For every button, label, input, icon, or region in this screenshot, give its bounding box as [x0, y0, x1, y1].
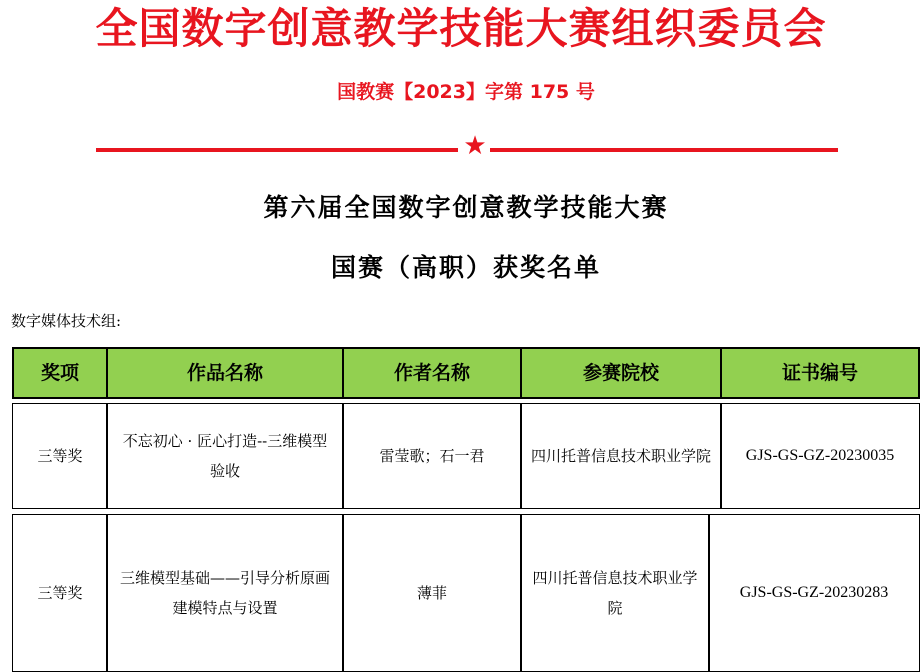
table-row-1-school: 四川托普信息技术职业学院	[520, 403, 722, 509]
table-row-2-cert: GJS-GS-GZ-20230283	[708, 514, 920, 672]
table-row-1-cert: GJS-GS-GZ-20230035	[720, 403, 920, 509]
divider-left	[96, 148, 458, 152]
table-row-1-work: 不忘初心 · 匠心打造--三维模型验收	[106, 403, 344, 509]
star-icon: ★	[463, 131, 487, 161]
column-header-cert: 证书编号	[720, 347, 920, 399]
table-row-2-authors: 薄菲	[342, 514, 522, 672]
table-row-2-work: 三维模型基础——引导分析原画建模特点与设置	[106, 514, 344, 672]
table-row-2-school: 四川托普信息技术职业学院	[520, 514, 710, 672]
document-number: 国教赛【2023】字第 175 号	[337, 81, 595, 103]
column-header-award: 奖项	[12, 347, 108, 399]
table-row-2-award: 三等奖	[12, 514, 108, 672]
column-header-authors: 作者名称	[342, 347, 522, 399]
group-label: 数字媒体技术组:	[11, 312, 122, 330]
event-title: 第六届全国数字创意教学技能大赛	[263, 193, 669, 222]
event-subtitle: 国赛（高职）获奖名单	[330, 253, 601, 282]
table-row-1-authors: 雷莹歌；石一君	[342, 403, 522, 509]
column-header-work: 作品名称	[106, 347, 344, 399]
table-row-1-award: 三等奖	[12, 403, 108, 509]
divider-right	[490, 148, 838, 152]
column-header-school: 参赛院校	[520, 347, 722, 399]
organization-title: 全国数字创意教学技能大赛组织委员会	[95, 4, 827, 53]
